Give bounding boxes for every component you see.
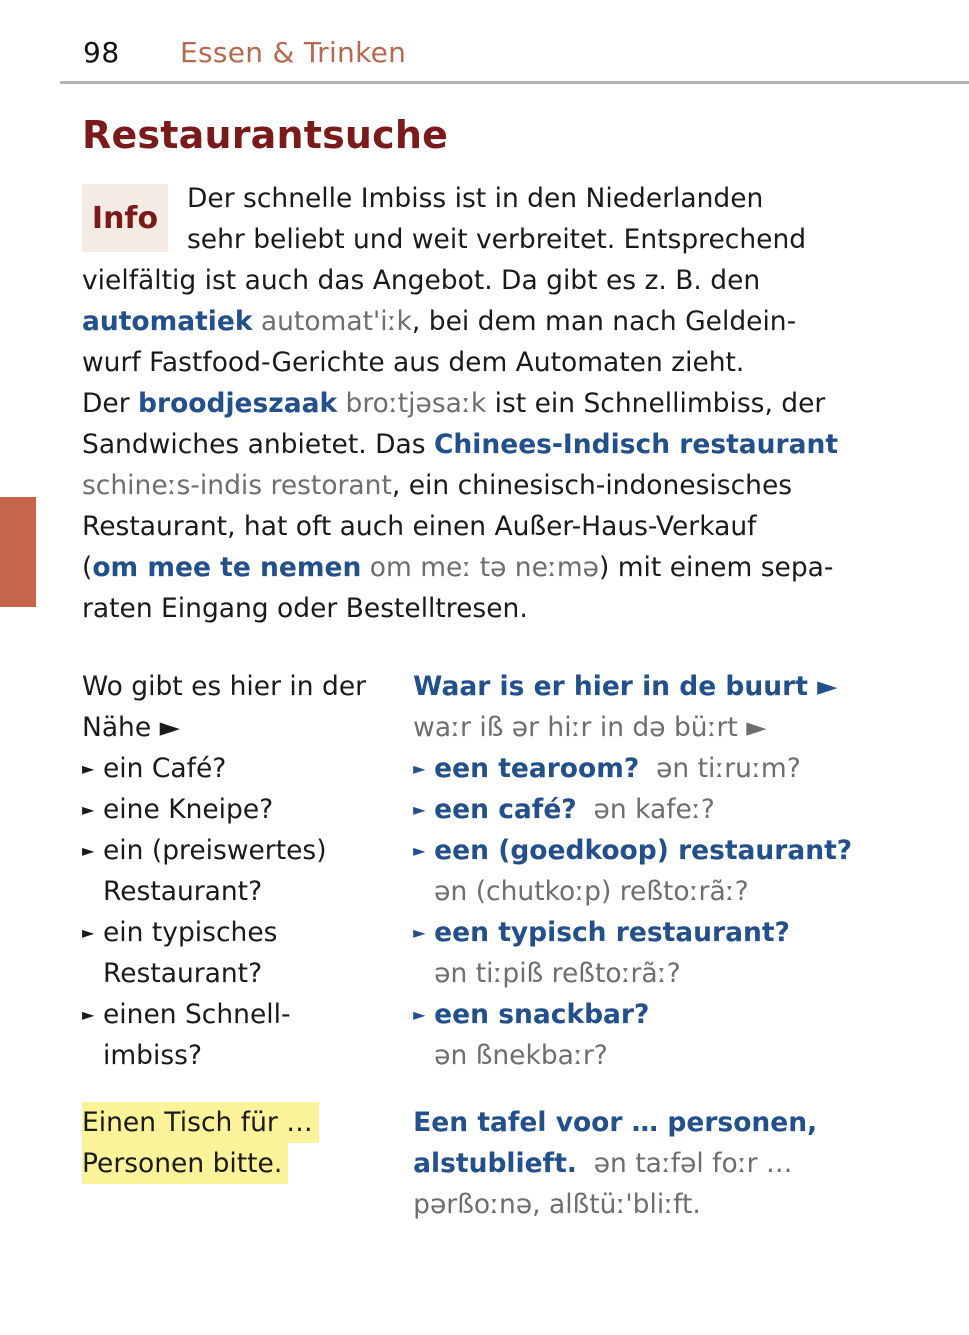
german-phrase (82, 912, 413, 994)
dutch-line (413, 830, 882, 871)
dutch-text: een (goedkoop) restaurant? (434, 835, 853, 866)
german-text: Sandwiches anbietet. Das (82, 429, 434, 460)
pronunciation-text: ən tiːruːm? (656, 753, 801, 784)
info-line (82, 219, 852, 260)
info-line (82, 506, 852, 547)
pronunciation-line: waːr iß ər hiːr in də büːrt ► (413, 712, 767, 743)
german-phrase (82, 994, 413, 1076)
phrase-row (82, 789, 882, 830)
dutch-line: Een tafel voor … personen, (413, 1107, 818, 1138)
german-line: imbiss? (103, 1040, 203, 1071)
pronunciation-text: schineːs-indis restorant (82, 470, 392, 501)
pronunciation-line (413, 953, 882, 994)
pronunciation-line: pərßoːnə, alßtüː'bliːft. (413, 1189, 701, 1220)
german-phrase (82, 830, 413, 912)
dutch-phrase (413, 994, 882, 1076)
pronunciation-text: ən ßnekbaːr? (434, 1040, 608, 1071)
german-line: ► ein (preiswertes) (82, 830, 413, 871)
phrase-row-table-request (82, 1102, 882, 1225)
info-line (82, 301, 852, 342)
triangle-bullet-icon: ► (82, 923, 95, 942)
info-line (82, 424, 852, 465)
pronunciation-text: ən tiːpiß reßtoːrãː? (434, 958, 681, 989)
section-header: Essen & Trinken (180, 36, 407, 69)
german-text: ) mit einem sepa- (598, 552, 834, 583)
german-phrase (82, 1102, 413, 1225)
dutch-phrase (413, 748, 882, 789)
dutch-text: een typisch restaurant? (434, 917, 790, 948)
dutch-phrase (413, 912, 882, 994)
info-line (82, 260, 852, 301)
german-text: ist ein Schnellimbiss, der (486, 388, 826, 419)
dutch-phrase (413, 830, 882, 912)
pronunciation-text: automat'iːk (252, 306, 412, 337)
german-line: Restaurant? (103, 876, 263, 907)
dutch-line (413, 994, 882, 1035)
german-text: sehr beliebt und weit verbreitet. Entsprechend (187, 224, 807, 255)
pronunciation-text: ən (chutkoːp) reßtoːrãː? (434, 876, 749, 907)
page-heading: Restaurantsuche (82, 113, 449, 157)
triangle-bullet-icon: ► (413, 759, 426, 778)
triangle-bullet-icon: ► (82, 800, 95, 819)
dutch-text: alstublieft. (413, 1148, 577, 1179)
triangle-bullet-icon: ► (413, 1005, 426, 1024)
german-line: ► eine Kneipe? (82, 789, 413, 830)
info-line (82, 465, 852, 506)
dutch-text: een snackbar? (434, 999, 650, 1030)
dutch-term: om mee te nemen (92, 552, 362, 583)
german-text: wurf Fastfood-Gerichte aus dem Automaten zieht. (82, 347, 745, 378)
phrase-row (82, 912, 882, 994)
triangle-bullet-icon: ► (413, 923, 426, 942)
info-text (82, 178, 852, 629)
triangle-bullet-icon: ► (413, 841, 426, 860)
info-line (82, 383, 852, 424)
german-line: Restaurant? (103, 958, 263, 989)
triangle-bullet-icon: ► (413, 800, 426, 819)
chapter-side-tab (0, 497, 36, 607)
pronunciation-text: broːtjəsaːk (337, 388, 487, 419)
german-text: , bei dem man nach Geldein- (411, 306, 797, 337)
info-line (82, 178, 852, 219)
phrase-row (82, 830, 882, 912)
dutch-line (413, 1143, 882, 1184)
german-text: raten Eingang oder Bestelltresen. (82, 593, 528, 624)
german-text: Der schnelle Imbiss ist in den Niederlanden (187, 183, 764, 214)
phrase-options (82, 748, 882, 1076)
german-line: ► ein Café? (82, 748, 413, 789)
pronunciation-text: ən taːfəl foːr … (593, 1148, 793, 1179)
dutch-line (413, 912, 882, 953)
highlighted-german-line: Einen Tisch für … (82, 1102, 319, 1143)
german-text: , ein chinesisch-indonesisches (391, 470, 793, 501)
dutch-phrase (413, 666, 882, 748)
info-line (82, 588, 852, 629)
dutch-line: Waar is er hier in de buurt ► (413, 671, 838, 702)
dutch-term: Chinees-Indisch restaurant (433, 429, 839, 460)
page-number: 98 (83, 36, 120, 69)
dutch-phrase (413, 1102, 882, 1225)
dutch-text: een café? (434, 794, 577, 825)
phrase-table (82, 666, 882, 1076)
pronunciation-line (413, 871, 882, 912)
info-badge: Info (82, 184, 168, 252)
german-line: Nähe ► (82, 712, 180, 743)
highlighted-german-line: Personen bitte. (82, 1143, 288, 1184)
phrase-row (82, 994, 882, 1076)
header-rule (60, 81, 969, 84)
pronunciation-line (413, 1035, 882, 1076)
german-line: Wo gibt es hier in der (82, 671, 367, 702)
german-text: vielfältig ist auch das Angebot. Da gibt es z. B. den (82, 265, 761, 296)
dutch-phrase (413, 789, 882, 830)
german-text: Restaurant, hat oft auch einen Außer-Haus-Verkauf (82, 511, 757, 542)
info-line (82, 547, 852, 588)
info-line (82, 342, 852, 383)
dutch-term: broodjeszaak (138, 388, 338, 419)
dutch-line (413, 789, 882, 830)
german-line: ► ein typisches (82, 912, 413, 953)
dutch-line (413, 748, 882, 789)
german-phrase (82, 666, 413, 748)
dutch-term: automatiek (82, 306, 253, 337)
german-text: ( (82, 552, 93, 583)
german-phrase (82, 748, 413, 789)
german-line: ► einen Schnell- (82, 994, 413, 1035)
dutch-text: een tearoom? (434, 753, 640, 784)
phrase-row (82, 748, 882, 789)
pronunciation-text: ən kafeː? (593, 794, 715, 825)
phrase-row-intro (82, 666, 882, 748)
triangle-bullet-icon: ► (82, 759, 95, 778)
pronunciation-text: om meː tə neːmə (361, 552, 599, 583)
triangle-bullet-icon: ► (82, 1005, 95, 1024)
info-block (82, 178, 852, 629)
german-phrase (82, 789, 413, 830)
triangle-bullet-icon: ► (82, 841, 95, 860)
german-text: Der (82, 388, 139, 419)
